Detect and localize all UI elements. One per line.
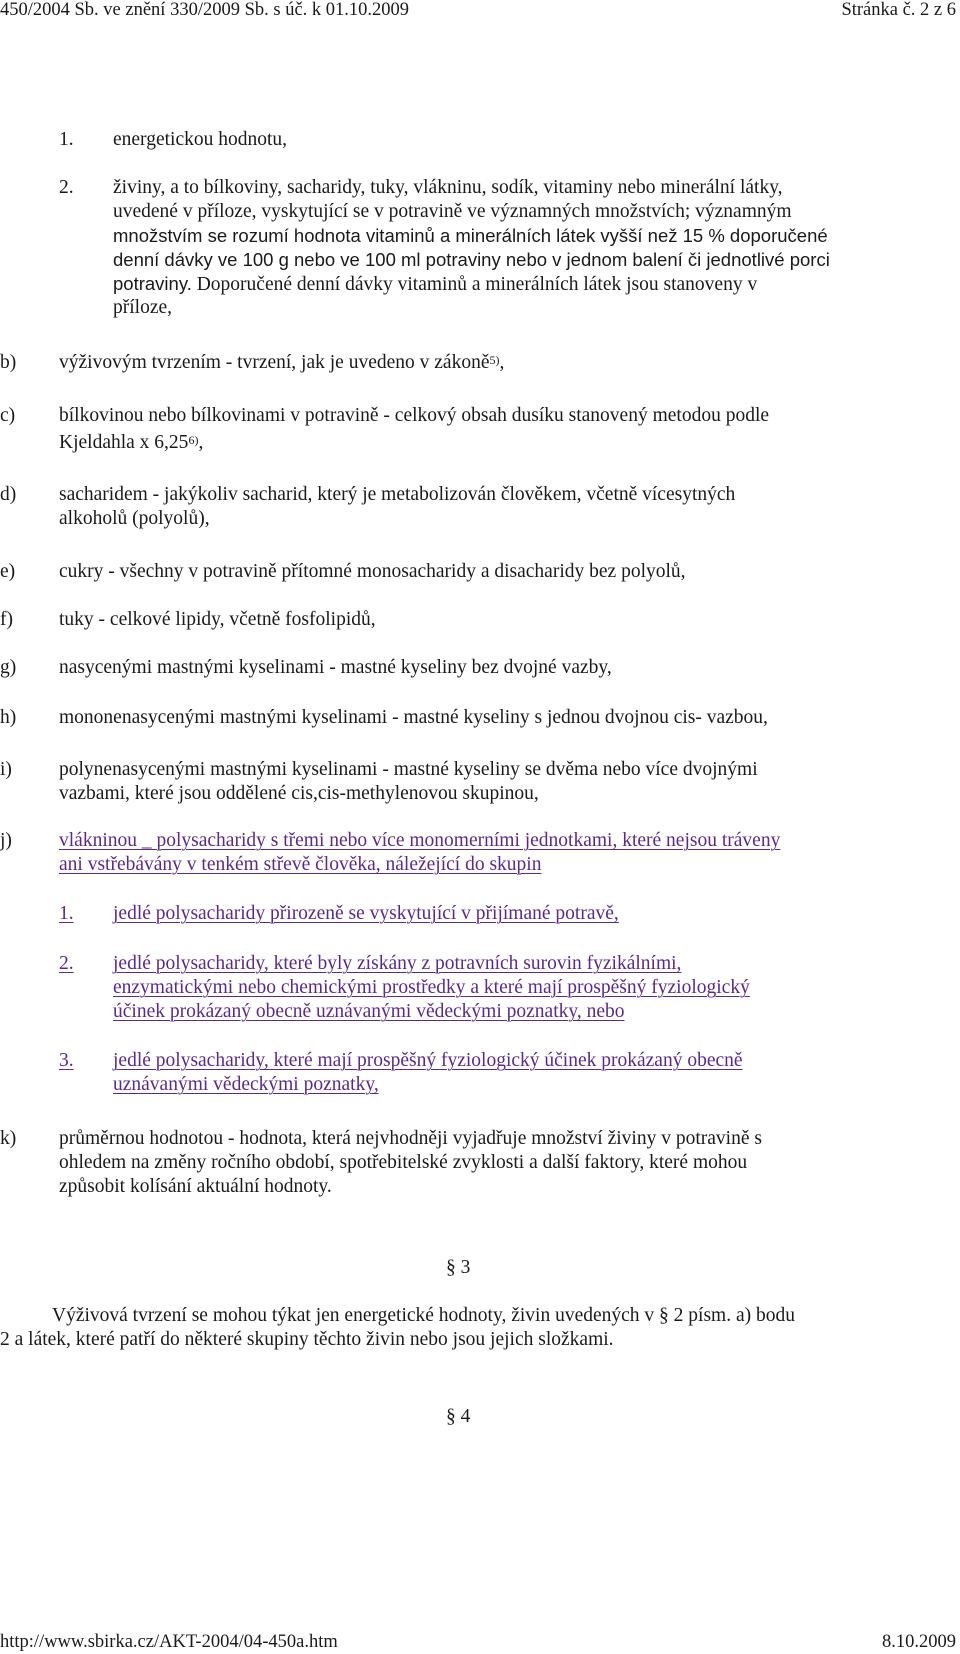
item-c-tail: , (198, 432, 204, 453)
item-k-letter: k) (0, 1128, 17, 1149)
item-d-letter: d) (0, 484, 17, 505)
item-h-text: mononenasycenými mastnými kyselinami - mastné kyseliny s jednou dvojnou cis- vazbou, (59, 707, 768, 728)
subitem-3-line: uznávanými vědeckými poznatky, (113, 1074, 379, 1095)
item-c-letter: c) (0, 405, 16, 426)
point-2-number: 2. (59, 177, 74, 198)
footer-date: 8.10.2009 (882, 1632, 956, 1652)
item-f-letter: f) (0, 609, 13, 630)
header-title: 450/2004 Sb. ve znění 330/2009 Sb. s úč. k 01.10.2009 (0, 0, 410, 20)
point-1-number: 1. (59, 129, 74, 150)
item-b-body: výživovým tvrzením - tvrzení, jak je uvedeno v zákoně (59, 352, 490, 373)
point-2-line: denní dávky ve 100 g nebo ve 100 ml potraviny nebo v jednom balení či jednotlivé porci (113, 249, 830, 270)
item-b-text (59, 351, 504, 375)
item-k-line: průměrnou hodnotou - hodnota, která nejvhodněji vyjadřuje množství živiny v potravině s (59, 1128, 762, 1149)
item-d-line: sacharidem - jakýkoliv sacharid, který je metabolizován člověkem, včetně vícesytných (59, 484, 736, 505)
subitem-2-line: enzymatickými nebo chemickými prostředky a které mají prospěšný fyziologický (113, 977, 750, 998)
point-2-line: uvedené v příloze, vyskytující se v potravině ve významných množstvích; významným (113, 201, 792, 222)
item-j-letter: j) (0, 830, 12, 851)
item-c-body: Kjeldahla x 6,25 (59, 432, 189, 453)
subitem-2-line: jedlé polysacharidy, které byly získány z potravních surovin fyzikálními, (113, 953, 682, 974)
item-c-line-2 (59, 431, 203, 455)
subitem-2-line: účinek prokázaný obecně uznávanými vědeckými poznatky, nebo (113, 1001, 625, 1022)
item-j-line: vlákninou _ polysacharidy s třemi nebo více monomerními jednotkami, které nejsou tráveny (59, 830, 781, 851)
item-g-letter: g) (0, 657, 17, 678)
subitem-1-text: jedlé polysacharidy přirozeně se vyskytující v přijímané potravě, (113, 903, 619, 924)
header-page-number: Stránka č. 2 z 6 (841, 0, 956, 20)
item-f-text: tuky - celkové lipidy, včetně fosfolipidů, (59, 609, 376, 630)
item-e-text: cukry - všechny v potravině přítomné monosacharidy a disacharidy bez polyolů, (59, 561, 686, 582)
item-k-line: způsobit kolísání aktuální hodnoty. (59, 1176, 332, 1197)
item-i-letter: i) (0, 759, 12, 780)
section-4-heading: § 4 (446, 1406, 471, 1427)
point-2-line: množstvím se rozumí hodnota vitaminů a minerálních látek vyšší než 15 % doporučené (113, 225, 828, 246)
point-2-line: živiny, a to bílkoviny, sacharidy, tuky, vlákninu, sodík, vitaminy nebo minerální látky, (113, 177, 783, 198)
point-2-sentence-line (113, 272, 757, 297)
point-2-line-end: potraviny. (113, 273, 192, 294)
item-i-line: polynenasycenými mastnými kyselinami - mastné kyseliny se dvěma nebo více dvojnými (59, 759, 758, 780)
subitem-3-number: 3. (59, 1050, 74, 1071)
item-e-letter: e) (0, 561, 16, 582)
item-c-line: bílkovinou nebo bílkovinami v potravině - celkový obsah dusíku stanovený metodou podle (59, 405, 770, 426)
item-b-tail: , (499, 352, 505, 373)
subitem-3-line: jedlé polysacharidy, které mají prospěšný fyziologický účinek prokázaný obecně (113, 1050, 743, 1071)
item-i-line: vazbami, které jsou oddělené cis,cis-methylenovou skupinou, (59, 783, 539, 804)
section-3-heading: § 3 (446, 1257, 471, 1278)
footnote-ref-5: 5) (489, 353, 500, 367)
item-h-letter: h) (0, 707, 17, 728)
item-g-text: nasycenými mastnými kyselinami - mastné kyseliny bez dvojné vazby, (59, 657, 612, 678)
item-k-line: ohledem na změny ročního období, spotřebitelské zvyklosti a další faktory, které mohou (59, 1152, 748, 1173)
point-2-recommendation: Doporučené denní dávky vitaminů a minerálních látek jsou stanoveny v (196, 274, 758, 295)
point-2-line: příloze, (113, 297, 173, 318)
section-3-paragraph-line: Výživová tvrzení se mohou týkat jen energetické hodnoty, živin uvedených v § 2 písm. a) bodu (52, 1305, 795, 1326)
item-b-letter: b) (0, 352, 17, 373)
section-3-paragraph-line: 2 a látek, které patří do některé skupiny těchto živin nebo jsou jejich složkami. (0, 1329, 614, 1350)
footer-url[interactable]: http://www.sbirka.cz/AKT-2004/04-450a.htm (0, 1632, 338, 1652)
footnote-ref-6: 6) (188, 433, 199, 447)
item-d-line: alkoholů (polyolů), (59, 508, 210, 529)
item-j-line: ani vstřebávány v tenkém střevě člověka, náležející do skupin (59, 854, 542, 875)
subitem-2-number: 2. (59, 953, 74, 974)
point-1-text: energetickou hodnotu, (113, 129, 288, 150)
subitem-1-number: 1. (59, 903, 74, 924)
